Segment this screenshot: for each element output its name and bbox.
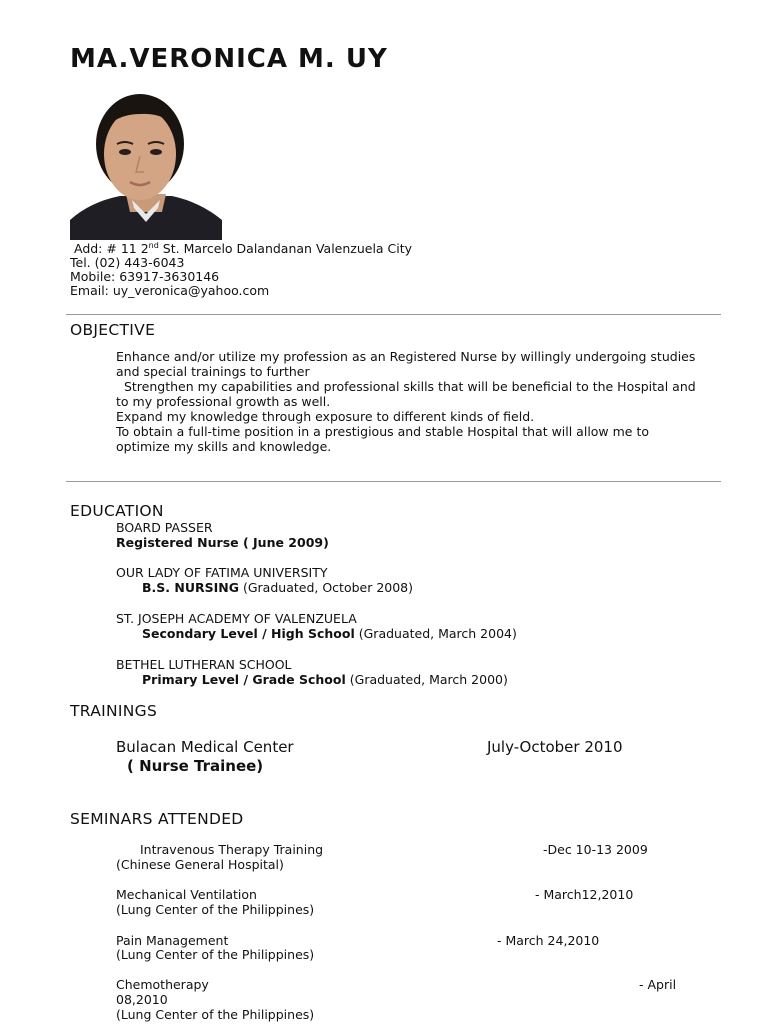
degree: Primary Level / Grade School [142, 672, 346, 687]
seminar-venue: (Lung Center of the Philippines) [116, 1007, 315, 1022]
objective-text [116, 349, 696, 454]
degree: B.S. NURSING [142, 580, 239, 595]
seminars-heading: SEMINARS ATTENDED [70, 810, 244, 828]
divider [66, 314, 721, 315]
school-name: ST. JOSEPH ACADEMY OF VALENZUELA [116, 611, 357, 626]
objective-line: optimize my skills and knowledge. [116, 439, 332, 454]
resume-name: MA.VERONICA M. UY [70, 44, 388, 74]
school-name: OUR LADY OF FATIMA UNIVERSITY [116, 565, 328, 580]
seminar-date-cont: 08,2010 [116, 992, 168, 1007]
degree-detail: (Graduated, October 2008) [239, 580, 414, 595]
objective-line: Expand my knowledge through exposure to different kinds of field. [116, 409, 535, 424]
seminar-date: -Dec 10-13 2009 [543, 842, 648, 857]
education-item [116, 657, 508, 687]
divider [66, 481, 721, 482]
training-date: July-October 2010 [487, 738, 623, 756]
seminar-date: - April [639, 977, 677, 992]
seminar-venue: (Lung Center of the Philippines) [116, 947, 315, 962]
seminar-title: Pain Management [116, 933, 229, 948]
objective-line: Enhance and/or utilize my profession as an Registered Nurse by willingly undergoing studies [116, 349, 696, 364]
seminar-date: - March 24,2010 [497, 933, 600, 948]
degree-detail: (Graduated, March 2004) [354, 626, 517, 641]
email-line: Email: uy_veronica@yahoo.com [70, 283, 270, 299]
seminar-date: - March12,2010 [535, 887, 634, 902]
education-item [116, 565, 413, 595]
seminar-venue: (Chinese General Hospital) [116, 857, 284, 872]
training-place: Bulacan Medical Center [116, 738, 294, 756]
seminar-title: Mechanical Ventilation [116, 887, 257, 902]
training-role: ( Nurse Trainee) [127, 757, 264, 775]
portrait-image [70, 82, 222, 240]
objective-line: Strengthen my capabilities and professional skills that will be beneficial to the Hospital and [116, 379, 696, 394]
degree: Registered Nurse ( June 2009) [116, 535, 329, 550]
objective-line: and special trainings to further [116, 364, 310, 379]
seminar-title: Intravenous Therapy Training [140, 842, 324, 857]
school-name: BOARD PASSER [116, 520, 213, 535]
seminar-title: Chemotherapy [116, 977, 209, 992]
objective-line: To obtain a full-time position in a prestigious and stable Hospital that will allow me to [116, 424, 650, 439]
degree: Secondary Level / High School [142, 626, 355, 641]
education-item [116, 520, 329, 550]
school-name: BETHEL LUTHERAN SCHOOL [116, 657, 292, 672]
mobile-line: Mobile: 63917-3630146 [70, 269, 220, 285]
degree-detail: (Graduated, March 2000) [345, 672, 508, 687]
address-suffix: St. Marcelo Dalandanan Valenzuela City [158, 241, 413, 257]
trainings-heading: TRAININGS [70, 702, 158, 720]
seminar-venue: (Lung Center of the Philippines) [116, 902, 315, 917]
tel-line: Tel. (02) 443-6043 [70, 255, 185, 271]
address-sup: nd [148, 241, 159, 250]
education-heading: EDUCATION [70, 502, 164, 520]
objective-line: to my professional growth as well. [116, 394, 331, 409]
education-item [116, 611, 517, 641]
address-prefix: Add: # 11 2 [73, 241, 149, 257]
contact-info [70, 239, 412, 298]
objective-heading: OBJECTIVE [70, 321, 156, 339]
profile-photo [70, 82, 222, 240]
address-line [70, 239, 412, 256]
